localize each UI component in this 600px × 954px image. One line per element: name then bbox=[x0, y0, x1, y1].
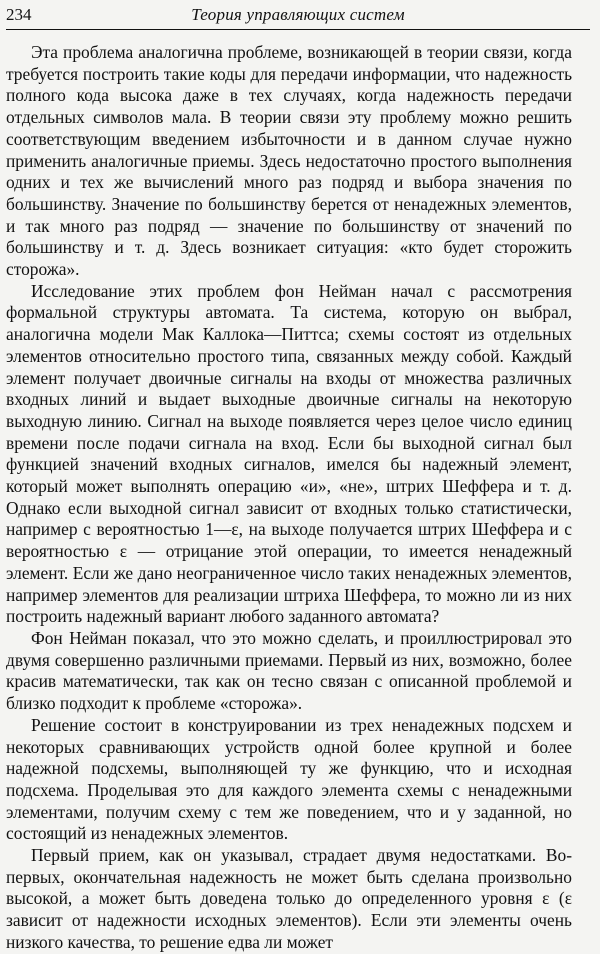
running-title: Теория управляющих систем bbox=[191, 5, 405, 24]
body-text bbox=[6, 42, 572, 954]
paragraph-1: Эта проблема аналогична проблеме, возникающей в теории связи, когда требуется построить такие коды для передачи информации, что надежность полного кода высока даже в тех случаях, когда надежность передачи отдельных символов мала. В теории связи эту проблему можно решить соответствующим введением избыточности и в данном случае нужно применить аналогичные приемы. Здесь недостаточно простого выполнения одних и тех же вычислений много раз подряд и выбора значения по большинству. Значение по большинству берется от ненадежных элементов, и так много раз подряд — значение по большинству от значений по большинству и т. д. Здесь возникает ситуация: «кто будет сторожить сторожа». bbox=[6, 42, 572, 280]
paragraph-4: Решение состоит в конструировании из трех ненадежных подсхем и некоторых сравнивающих устройств одной более крупной и более надежной подсхемы, выполняющей ту же функцию, что и исходная подсхема. Проделывая это для каждого элемента схемы с ненадежными элементами, получим схему с тем же поведением, что и у заданной, но состоящий из ненадежных элементов. bbox=[6, 714, 572, 844]
page-number: 234 bbox=[6, 5, 32, 24]
paragraph-2: Исследование этих проблем фон Нейман начал с рассмотрения формальной структуры автомата. Та система, которую он выбрал, аналогична модели Мак Каллока—Питтса; схемы состоят из отдельных элементов относительно простого типа, связанных между собой. Каждый элемент получает двоичные сигналы на входы от множества различных входных линий и выдает выходные двоичные сигналы на некоторую выходную линию. Сигнал на выходе появляется через целое число единиц времени после подачи сигнала на вход. Если бы выходной сигнал был функцией значений входных сигналов, имелся бы надежный элемент, который может выполнять операцию «и», «не», штрих Шеффера и т. д. Однако если выходной сигнал зависит от входных только статистически, например с вероятностью 1—ε, на выходе получается штрих Шеффера и с вероятностью ε — отрицание этой операции, то имеется ненадежный элемент. Если же дано неограниченное число таких ненадежных элементов, например элементов для реализации штриха Шеффера, то можно ли из них построить надежный вариант любого заданного автомата? bbox=[6, 280, 572, 627]
paragraph-3: Фон Нейман показал, что это можно сделать, и проиллюстрировал это двумя совершенно различными приемами. Первый из них, возможно, более красив математически, так как он тесно связан с описанной проблемой и близко подходит к проблеме «сторожа». bbox=[6, 627, 572, 714]
paragraph-5: Первый прием, как он указывал, страдает двумя недостатками. Во-первых, окончательная надежность не может быть сделана произвольно высокой, а может быть доведена только до определенного уровня ε (ε зависит от надежности исходных элементов). Если эти элементы очень низкого качества, то решение едва ли может bbox=[6, 845, 572, 952]
page-header bbox=[6, 3, 590, 30]
